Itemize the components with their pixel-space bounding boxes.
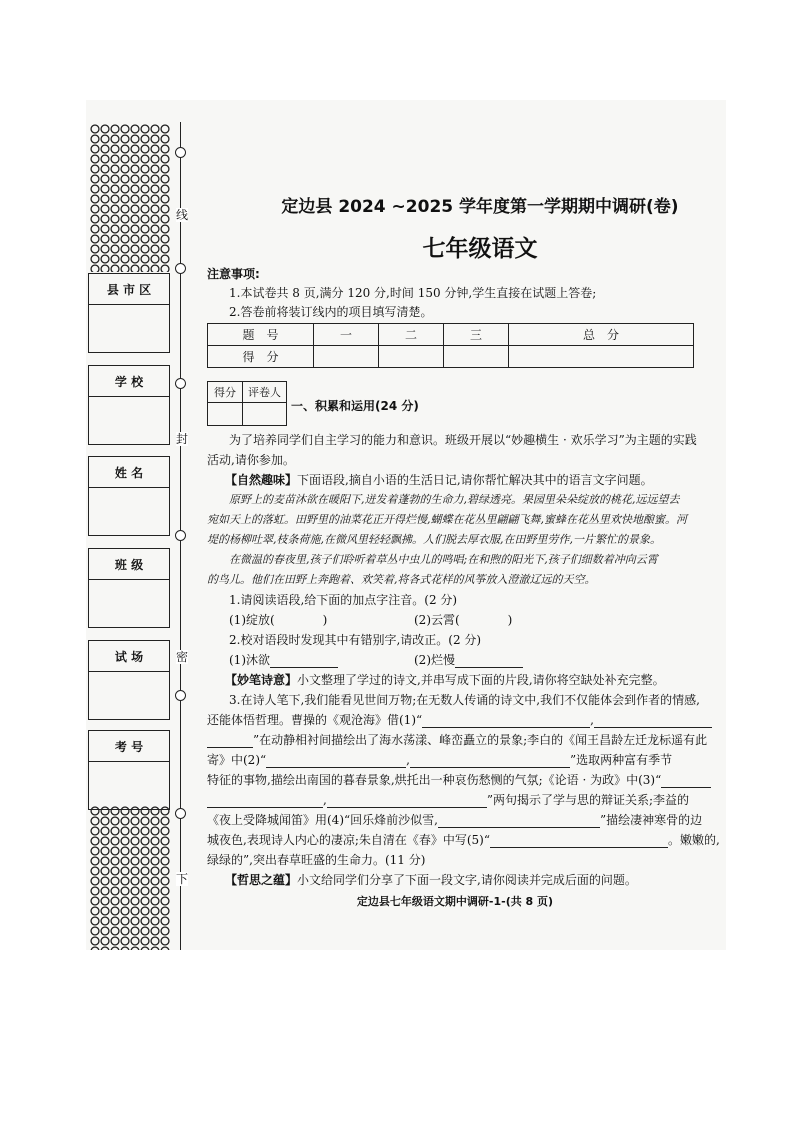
notes-heading: 注意事项:: [207, 267, 260, 281]
binding-hole: [175, 378, 186, 389]
answer-blank[interactable]: [266, 755, 406, 768]
binding-hole: [175, 530, 186, 541]
poem-instruction: 小文整理了学过的诗文,并串写成下面的片段,请你将空缺处补充完整。: [297, 673, 665, 687]
exam-title: 定边县 2024 ~2025 学年度第一学期期中调研(卷): [281, 197, 679, 217]
diary-line: 宛如天上的落虹。田野里的油菜花正开得烂慢,蝴蝶在花丛里翩翩飞舞,蜜蜂在花丛里欢快地酿蜜。河: [207, 513, 687, 526]
question-2a: (1)沐欲: [229, 653, 270, 667]
question-3-text: 寄》中(2)“: [207, 753, 267, 767]
thought-tag: 【哲思之蕴】: [225, 873, 298, 887]
answer-blank[interactable]: [270, 655, 338, 668]
question-3-text: ”描绘凄神寒骨的边: [599, 813, 703, 827]
binding-char: 封: [176, 432, 189, 446]
score-table-header: 三: [444, 324, 509, 346]
grader-score-cell[interactable]: [208, 403, 243, 426]
class-label: 班 级: [89, 549, 169, 580]
note-item: 1.本试卷共 8 页,满分 120 分,时间 150 分钟,学生直接在试题上答卷;: [229, 286, 597, 300]
section1-heading: 一、积累和运用(24 分): [291, 399, 419, 413]
exam-room-label: 试 场: [89, 641, 169, 672]
binding-char: 密: [176, 650, 189, 664]
grader-score-label: 得分: [208, 382, 243, 403]
name-field[interactable]: [88, 456, 170, 536]
thought-instruction: 小文给同学们分享了下面一段文字,请你阅读并完成后面的问题。: [297, 873, 637, 887]
grader-box: [207, 381, 287, 426]
score-cell[interactable]: [509, 346, 694, 368]
binding-hole: [175, 147, 186, 158]
binding-char: 下: [176, 872, 189, 886]
score-table-header: 总 分: [509, 324, 694, 346]
score-table-header: 一: [314, 324, 379, 346]
score-table: [207, 323, 694, 368]
diary-line: 在微温的春夜里,孩子们聆听着草丛中虫儿的鸣唱;在和煦的阳光下,孩子们细数着冲向云霄: [229, 553, 658, 566]
answer-blank[interactable]: [490, 835, 668, 848]
question-2b: (2)烂慢: [414, 653, 455, 667]
answer-blank[interactable]: [327, 795, 487, 808]
binding-char: 线: [176, 208, 189, 222]
nature-instruction: 下面语段,摘自小语的生活日记,请你帮忙解决其中的语言文字问题。: [297, 473, 653, 487]
question-3-text: 《夜上受降城闻笛》用(4)“回乐烽前沙似雪,: [207, 813, 438, 827]
binding-hole: [175, 808, 186, 819]
question-3-text: ”选取两种富有季节: [569, 753, 673, 767]
diary-line: 原野上的麦苗沐欲在暖阳下,迸发着蓬勃的生命力,碧绿透亮。果园里朵朵绽放的桃花,远远望去: [229, 493, 680, 506]
grader-name-cell[interactable]: [243, 403, 287, 426]
county-label: 县 市 区: [89, 274, 169, 305]
score-table-header: 二: [379, 324, 444, 346]
score-cell[interactable]: [379, 346, 444, 368]
perforation-dots-top: [90, 124, 170, 272]
question-3-line: 3.在诗人笔下,我们能看见世间万物;在无数人传诵的诗文中,我们不仅能体会到作者的情感,: [229, 693, 700, 707]
grader-name-label: 评卷人: [243, 382, 287, 403]
county-field[interactable]: [88, 273, 170, 353]
score-cell[interactable]: [444, 346, 509, 368]
poem-tag: 【妙笔诗意】: [225, 673, 298, 687]
binding-hole: [175, 263, 186, 274]
section1-intro-line: 活动,请你参加。: [207, 453, 295, 467]
question-1a[interactable]: (1)绽放( ): [229, 613, 328, 627]
answer-blank[interactable]: [594, 715, 712, 728]
answer-blank[interactable]: [207, 795, 323, 808]
nature-tag: 【自然趣味】: [225, 473, 298, 487]
question-1: 1.请阅读语段,给下面的加点字注音。(2 分): [229, 593, 458, 607]
question-3-text: 城夜色,表现诗人内心的凄凉;朱自清在《春》中写(5)“: [207, 833, 490, 847]
page-footer: 定边县七年级语文期中调研-1-(共 8 页): [356, 895, 554, 908]
perforation-dots-bottom: [90, 806, 170, 950]
answer-blank[interactable]: [455, 655, 523, 668]
class-field[interactable]: [88, 548, 170, 628]
subject-title: 七年级语文: [422, 236, 538, 262]
score-row-label: 得 分: [208, 346, 314, 368]
school-field[interactable]: [88, 365, 170, 445]
question-3-text: 。嫩嫩的,: [668, 833, 720, 847]
note-item: 2.答卷前将装订线内的项目填写清楚。: [229, 305, 433, 319]
answer-blank[interactable]: [661, 775, 711, 788]
question-3-line: 绿绿的”,突出春草旺盛的生命力。(11 分): [207, 853, 426, 867]
question-2: 2.校对语段时发现其中有错别字,请改正。(2 分): [229, 633, 482, 647]
exam-number-field[interactable]: [88, 730, 170, 810]
name-label: 姓 名: [89, 457, 169, 488]
answer-blank[interactable]: [410, 755, 570, 768]
exam-number-label: 考 号: [89, 731, 169, 762]
binding-hole: [175, 690, 186, 701]
question-3-text: ”在动静相衬间描绘出了海水荡漾、峰峦矗立的景象;李白的《闻王昌龄左迁龙标遥有此: [253, 733, 708, 747]
answer-blank[interactable]: [422, 715, 590, 728]
diary-line: 的鸟儿。他们在田野上奔跑着、欢笑着,将各式花样的风筝放入澄澈辽远的天空。: [207, 573, 596, 586]
question-1b[interactable]: (2)云霄( ): [414, 613, 513, 627]
school-label: 学 校: [89, 366, 169, 397]
score-table-header: 题 号: [208, 324, 314, 346]
question-3-text: 还能体悟哲理。曹操的《观沧海》借(1)“: [207, 713, 423, 727]
exam-room-field[interactable]: [88, 640, 170, 720]
question-3-text: ”两句揭示了学与思的辩证关系;李益的: [486, 793, 690, 807]
score-cell[interactable]: [314, 346, 379, 368]
question-3-text: 特征的事物,描绘出南国的暮春景象,烘托出一种哀伤愁恻的气氛;《论语 · 为政》中(3)“: [207, 773, 662, 787]
section1-intro-line: 为了培养同学们自主学习的能力和意识。班级开展以“妙趣横生 · 欢乐学习”为主题的实践: [229, 433, 697, 447]
answer-blank[interactable]: [438, 815, 600, 828]
answer-blank[interactable]: [207, 735, 253, 748]
diary-line: 堤的杨柳吐翠,枝条荷施,在微风里轻轻飘拂。人们脱去厚衣服,在田野里劳作,一片繁忙的景象。: [207, 533, 661, 546]
